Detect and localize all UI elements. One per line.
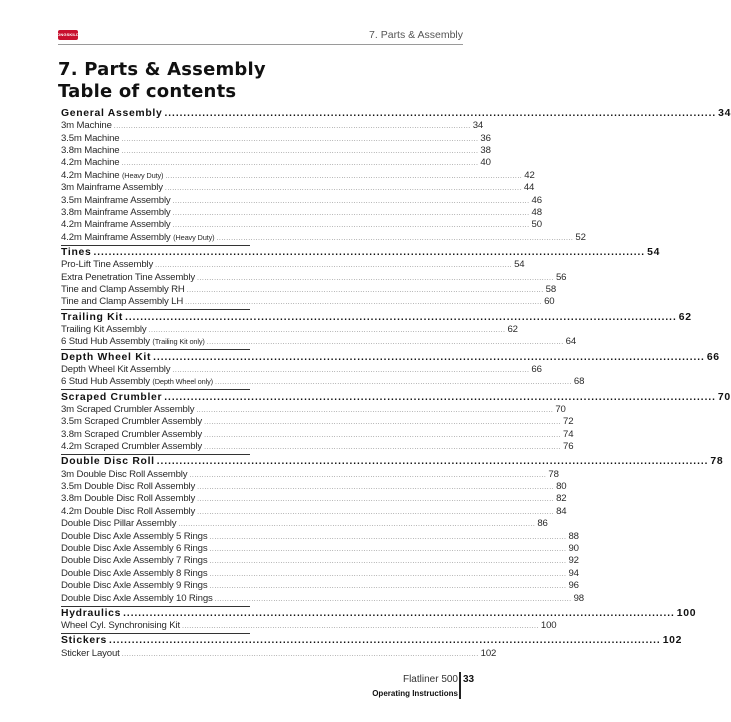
toc-label: Hydraulics: [61, 607, 122, 619]
toc-entry[interactable]: [61, 481, 567, 493]
toc-label: 4.2m Machine: [61, 157, 120, 169]
toc-page-number: 92: [568, 555, 579, 567]
dot-leader: [209, 532, 566, 544]
dot-leader: [153, 351, 705, 364]
dot-leader: [157, 455, 709, 468]
title-line-2: Table of contents: [58, 81, 237, 102]
toc-label: Double Disc Axle Assembly 6 Rings: [61, 542, 208, 554]
toc-page-number: 44: [523, 182, 535, 194]
toc-entry[interactable]: [61, 620, 557, 632]
toc-label: 3m Machine: [61, 120, 112, 132]
toc-label: Double Disc Axle Assembly 10 Rings: [61, 592, 213, 604]
toc-label: Trailing Kit: [61, 311, 124, 323]
toc-label: 4.2m Machine (Heavy Duty): [61, 169, 164, 181]
toc-label: Trailing Kit Assembly: [61, 324, 147, 335]
toc-page-number: 62: [678, 311, 692, 323]
dot-leader: [114, 121, 471, 133]
toc-entry[interactable]: [61, 555, 579, 567]
dot-leader: [189, 470, 546, 482]
toc-entry[interactable]: [61, 505, 567, 518]
dot-leader: [125, 311, 677, 324]
toc-entry[interactable]: [61, 592, 584, 605]
toc-page-number: 88: [568, 530, 579, 542]
toc-entry[interactable]: [61, 296, 555, 308]
toc-entry[interactable]: [61, 132, 491, 145]
dot-leader: [178, 519, 535, 531]
toc-page-number: 34: [718, 108, 731, 119]
dot-leader: [182, 621, 539, 633]
toc-label: 3m Mainframe Assembly: [61, 182, 163, 194]
toc-label: General Assembly: [61, 108, 163, 119]
toc-page-number: 64: [565, 336, 577, 348]
toc-note: (Heavy Duty): [121, 170, 164, 180]
toc-entry[interactable]: [61, 580, 579, 592]
toc-page-number: 60: [544, 296, 555, 308]
toc-label: 3m Scraped Crumbler Assembly: [61, 403, 195, 415]
toc-label: 4.2m Scraped Crumbler Assembly: [61, 441, 203, 453]
toc-label: Tine and Clamp Assembly RH: [61, 284, 185, 296]
toc-entry[interactable]: [61, 567, 579, 580]
footer-divider: [459, 672, 461, 699]
toc-page-number: 48: [531, 206, 542, 218]
toc-entry[interactable]: [61, 206, 542, 219]
toc-label: 3.8m Machine: [61, 144, 120, 156]
dot-leader: [215, 377, 572, 389]
toc-entry[interactable]: [61, 231, 586, 244]
toc-label: 3.5m Double Disc Roll Assembly: [61, 481, 196, 493]
toc-section[interactable]: [61, 246, 661, 259]
toc-page-number: 66: [531, 363, 542, 375]
toc-entry[interactable]: [61, 271, 567, 284]
toc-page-number: 54: [647, 247, 661, 259]
toc-page-number: 90: [568, 542, 579, 554]
toc-section[interactable]: [61, 391, 731, 404]
toc-entry[interactable]: [61, 416, 574, 428]
toc-page-number: 50: [531, 219, 542, 231]
toc-page-number: 86: [537, 518, 548, 530]
toc-entry[interactable]: [61, 219, 542, 231]
toc-entry[interactable]: [61, 120, 484, 132]
toc-page-number: 52: [575, 231, 586, 243]
toc-label: Double Disc Axle Assembly 9 Rings: [61, 580, 208, 592]
dot-leader: [197, 494, 554, 506]
dot-leader: [109, 634, 661, 647]
dot-leader: [216, 233, 573, 245]
header-rule: [58, 44, 463, 45]
toc-entry[interactable]: [61, 403, 566, 416]
toc-page-number: 40: [480, 157, 491, 169]
toc-entry[interactable]: [61, 157, 491, 169]
toc-label: Depth Wheel Kit Assembly: [61, 363, 171, 375]
toc-entry[interactable]: [61, 468, 559, 481]
toc-entry[interactable]: [61, 182, 535, 194]
page-number: 33: [463, 674, 475, 685]
toc-page-number: 100: [676, 607, 697, 619]
toc-entry[interactable]: [61, 284, 557, 296]
dot-leader: [121, 134, 478, 146]
page-title: [58, 59, 266, 103]
toc-label: Scraped Crumbler: [61, 391, 163, 403]
toc-entry[interactable]: [61, 542, 579, 555]
toc-page-number: 38: [480, 144, 491, 156]
toc-entry[interactable]: [61, 144, 491, 157]
toc-page-number: 62: [507, 324, 518, 335]
toc-section[interactable]: [61, 455, 724, 468]
toc-page-number: 70: [717, 391, 731, 403]
dot-leader: [173, 196, 530, 208]
toc-entry[interactable]: [61, 259, 525, 271]
toc-label: Double Disc Axle Assembly 7 Rings: [61, 555, 208, 567]
dot-leader: [155, 260, 512, 272]
toc-label: Depth Wheel Kit: [61, 351, 152, 363]
dot-leader: [187, 285, 544, 297]
toc-entry[interactable]: [61, 647, 497, 660]
title-line-1: 7. Parts & Assembly: [58, 59, 266, 80]
toc-page-number: 94: [568, 567, 579, 579]
dot-leader: [173, 208, 530, 220]
toc-section[interactable]: [61, 311, 692, 324]
toc-page-number: 78: [548, 468, 559, 480]
toc-page-number: 100: [540, 620, 557, 632]
toc-label: Extra Penetration Tine Assembly: [61, 271, 195, 283]
toc-page-number: 68: [573, 376, 585, 388]
toc-section[interactable]: [61, 607, 697, 620]
dot-leader: [196, 405, 553, 417]
toc-page-number: 80: [556, 481, 567, 493]
toc-entry[interactable]: [61, 441, 574, 453]
toc-label: Stickers: [61, 635, 108, 647]
dot-leader: [209, 544, 566, 556]
toc-entry[interactable]: [61, 194, 542, 207]
toc-label: Wheel Cyl. Synchronising Kit: [61, 620, 180, 632]
toc-page-number: 42: [524, 169, 535, 181]
toc-label: 6 Stud Hub Assembly (Trailing Kit only): [61, 336, 205, 348]
toc-entry[interactable]: [61, 518, 548, 530]
toc-page-number: 34: [472, 120, 484, 132]
toc-note: (Depth Wheel only): [152, 377, 213, 387]
toc-page-number: 36: [480, 132, 491, 144]
dot-leader: [172, 365, 529, 377]
dot-leader: [121, 158, 478, 170]
toc-entry[interactable]: [61, 336, 577, 348]
toc-label: 4.2m Mainframe Assembly: [61, 219, 171, 231]
dot-leader: [165, 171, 522, 183]
toc-label: 3.5m Mainframe Assembly: [61, 194, 171, 206]
toc-label: 4.2m Double Disc Roll Assembly: [61, 505, 196, 517]
toc-label: 3.8m Scraped Crumbler Assembly: [61, 428, 203, 440]
toc-label: 3.5m Machine: [61, 132, 120, 144]
toc-entry[interactable]: [61, 169, 535, 182]
footer-product-name: Flatliner 500: [402, 674, 458, 685]
toc-page-number: 66: [706, 351, 720, 363]
toc-entry[interactable]: [61, 363, 542, 376]
toc-page-number: 56: [555, 271, 567, 283]
toc-label: Tine and Clamp Assembly LH: [61, 296, 184, 308]
dot-leader: [197, 273, 554, 285]
toc-entry[interactable]: [61, 493, 567, 505]
toc-section[interactable]: [61, 634, 683, 647]
dot-leader: [164, 391, 716, 404]
dot-leader: [122, 649, 479, 661]
brand-logo-text: KONGSKILDE: [54, 32, 82, 37]
toc-page-number: 54: [514, 259, 525, 271]
toc-label: 3.8m Double Disc Roll Assembly: [61, 493, 196, 505]
toc-page-number: 76: [563, 441, 574, 453]
toc-label: 6 Stud Hub Assembly (Depth Wheel only): [61, 376, 213, 388]
toc-page-number: 84: [556, 505, 567, 517]
toc-page-number: 46: [531, 194, 542, 206]
toc-page-number: 78: [710, 456, 724, 468]
dot-leader: [209, 556, 566, 568]
toc-entry[interactable]: [61, 324, 518, 336]
toc-entry[interactable]: [61, 530, 579, 543]
dot-leader: [123, 607, 675, 620]
dot-leader: [209, 581, 566, 593]
toc-entry[interactable]: [61, 376, 585, 388]
dot-leader: [204, 430, 561, 442]
dot-leader: [209, 569, 566, 581]
running-header: 7. Parts & Assembly: [369, 29, 463, 41]
toc-label: Double Disc Roll: [61, 456, 155, 468]
brand-logo: [54, 30, 82, 40]
toc-page-number: 102: [480, 647, 497, 659]
toc-label: Double Disc Pillar Assembly: [61, 518, 177, 530]
dot-leader: [93, 246, 645, 259]
toc-section[interactable]: [61, 107, 731, 120]
toc-label: 3.5m Scraped Crumbler Assembly: [61, 416, 203, 428]
toc-note: (Trailing Kit only): [152, 337, 205, 347]
dot-leader: [121, 146, 478, 158]
toc-label: 3m Double Disc Roll Assembly: [61, 468, 188, 480]
toc-page-number: 70: [555, 403, 566, 415]
table-of-contents: [61, 107, 731, 660]
dot-leader: [204, 417, 561, 429]
dot-leader: [185, 297, 542, 309]
dot-leader: [197, 507, 554, 519]
toc-label: Sticker Layout: [61, 647, 120, 659]
toc-label: Double Disc Axle Assembly 8 Rings: [61, 567, 208, 579]
toc-page-number: 102: [662, 635, 683, 647]
toc-section[interactable]: [61, 351, 720, 364]
toc-page-number: 72: [563, 416, 574, 428]
toc-entry[interactable]: [61, 428, 574, 441]
footer-subtitle: Operating Instructions: [372, 689, 458, 698]
toc-page-number: 58: [545, 284, 557, 296]
toc-page-number: 98: [573, 592, 584, 604]
toc-page-number: 74: [563, 428, 574, 440]
dot-leader: [204, 442, 561, 454]
toc-page-number: 82: [556, 493, 567, 505]
dot-leader: [197, 482, 554, 494]
toc-label: 3.8m Mainframe Assembly: [61, 206, 171, 218]
dot-leader: [207, 337, 564, 349]
dot-leader: [165, 107, 717, 120]
dot-leader: [165, 183, 522, 195]
toc-note: (Heavy Duty): [173, 232, 215, 242]
toc-label: 4.2m Mainframe Assembly (Heavy Duty): [61, 231, 215, 243]
toc-label: Double Disc Axle Assembly 5 Rings: [61, 530, 208, 542]
dot-leader: [173, 220, 530, 232]
toc-label: Tines: [61, 247, 92, 259]
toc-page-number: 96: [568, 580, 579, 592]
toc-label: Pro-Lift Tine Assembly: [61, 259, 154, 271]
dot-leader: [215, 594, 572, 606]
